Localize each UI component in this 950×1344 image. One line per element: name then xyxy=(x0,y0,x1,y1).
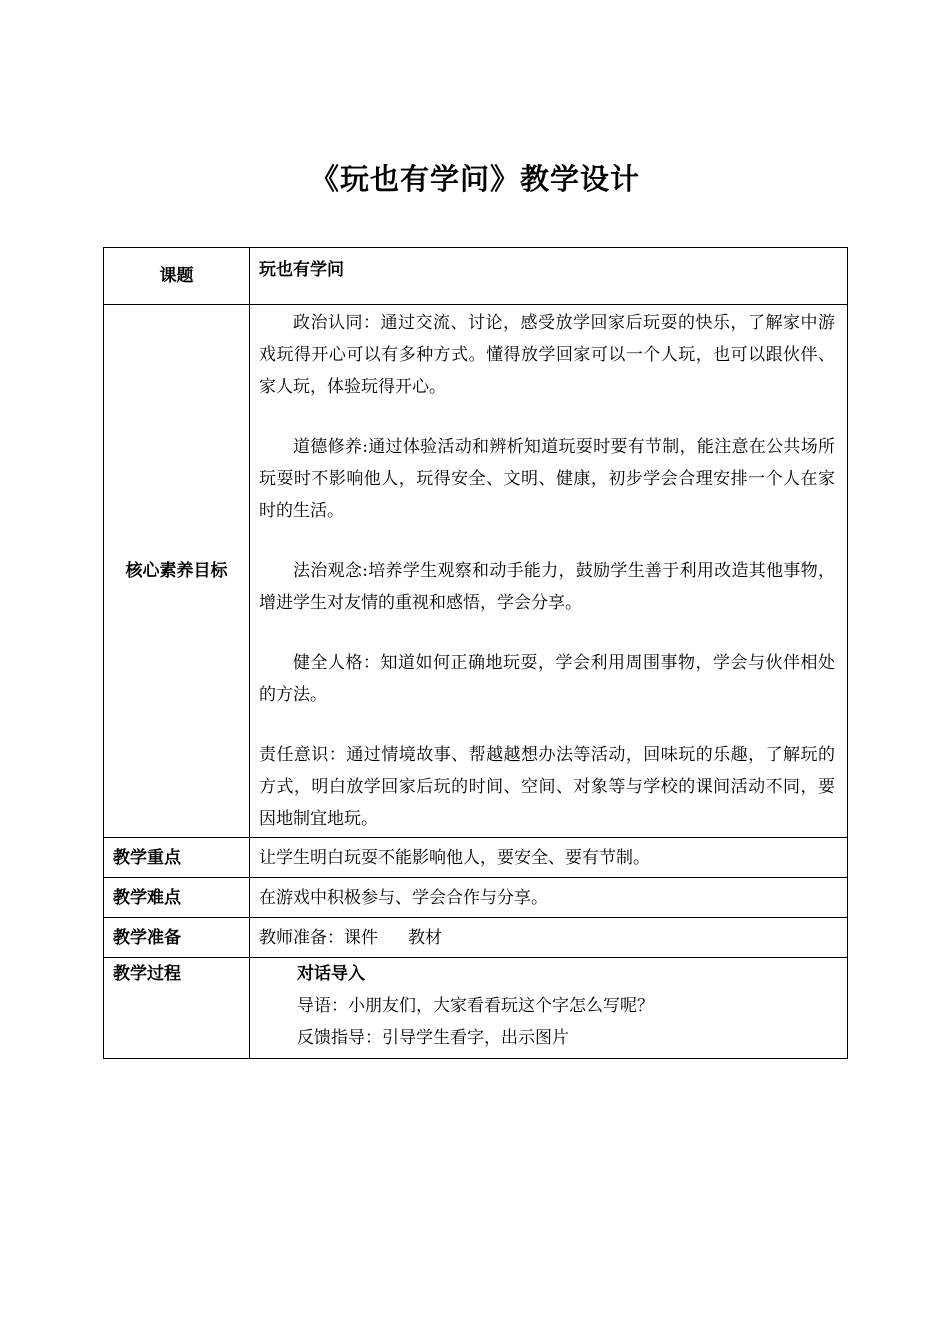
table-row-key-points xyxy=(104,838,848,878)
core-goals-content xyxy=(250,305,848,838)
goal-moral-cultivation: 道德修养:通过体验活动和辨析知道玩耍时要有节制，能注意在公共场所玩耍时不影响他人，玩得安全、文明、健康，初步学会合理安排一个人在家时的生活。 xyxy=(259,437,835,521)
table-row-difficulties xyxy=(104,878,848,918)
topic-label: 课题 xyxy=(104,248,250,305)
difficulties-value: 在游戏中积极参与、学会合作与分享。 xyxy=(250,878,848,918)
table-row-preparation xyxy=(104,918,848,958)
goal-responsibility: 责任意识：通过情境故事、帮越越想办法等活动，回味玩的乐趣，了解玩的方式，明白放学回家后玩的时间、空间、对象等与学校的课间活动不同，要因地制宜地玩。 xyxy=(259,745,835,829)
process-heading: 对话导入 xyxy=(297,964,365,984)
key-points-label: 教学重点 xyxy=(104,838,250,878)
core-goals-label: 核心素养目标 xyxy=(104,305,250,838)
key-points-value: 让学生明白玩耍不能影响他人，要安全、要有节制。 xyxy=(250,838,848,878)
goal-sound-personality: 健全人格：知道如何正确地玩耍，学会利用周围事物，学会与伙伴相处的方法。 xyxy=(259,653,835,705)
process-content xyxy=(250,958,848,1059)
goal-rule-of-law: 法治观念:培养学生观察和动手能力，鼓励学生善于利用改造其他事物，增进学生对友情的重视和感悟，学会分享。 xyxy=(259,561,835,613)
preparation-prefix: 教师准备：课件 xyxy=(259,927,378,948)
preparation-label: 教学准备 xyxy=(104,918,250,958)
table-row-process xyxy=(104,958,848,1059)
difficulties-label: 教学难点 xyxy=(104,878,250,918)
goal-political-identity: 政治认同：通过交流、讨论，感受放学回家后玩耍的快乐，了解家中游戏玩得开心可以有多种方式。懂得放学回家可以一个人玩，也可以跟伙伴、家人玩，体验玩得开心。 xyxy=(259,313,835,397)
process-line-feedback: 反馈指导：引导学生看字，出示图片 xyxy=(297,1028,569,1048)
lesson-plan-table xyxy=(103,247,848,1059)
document-title: 《玩也有学问》教学设计 xyxy=(309,162,640,196)
table-row-topic xyxy=(104,248,848,305)
preparation-item: 教材 xyxy=(408,927,442,948)
process-line-intro: 导语：小朋友们，大家看看玩这个字怎么写呢？ xyxy=(297,996,654,1016)
topic-value: 玩也有学问 xyxy=(250,248,848,305)
table-row-core-goals xyxy=(104,305,848,838)
preparation-value xyxy=(250,918,848,958)
process-label: 教学过程 xyxy=(104,958,250,1059)
